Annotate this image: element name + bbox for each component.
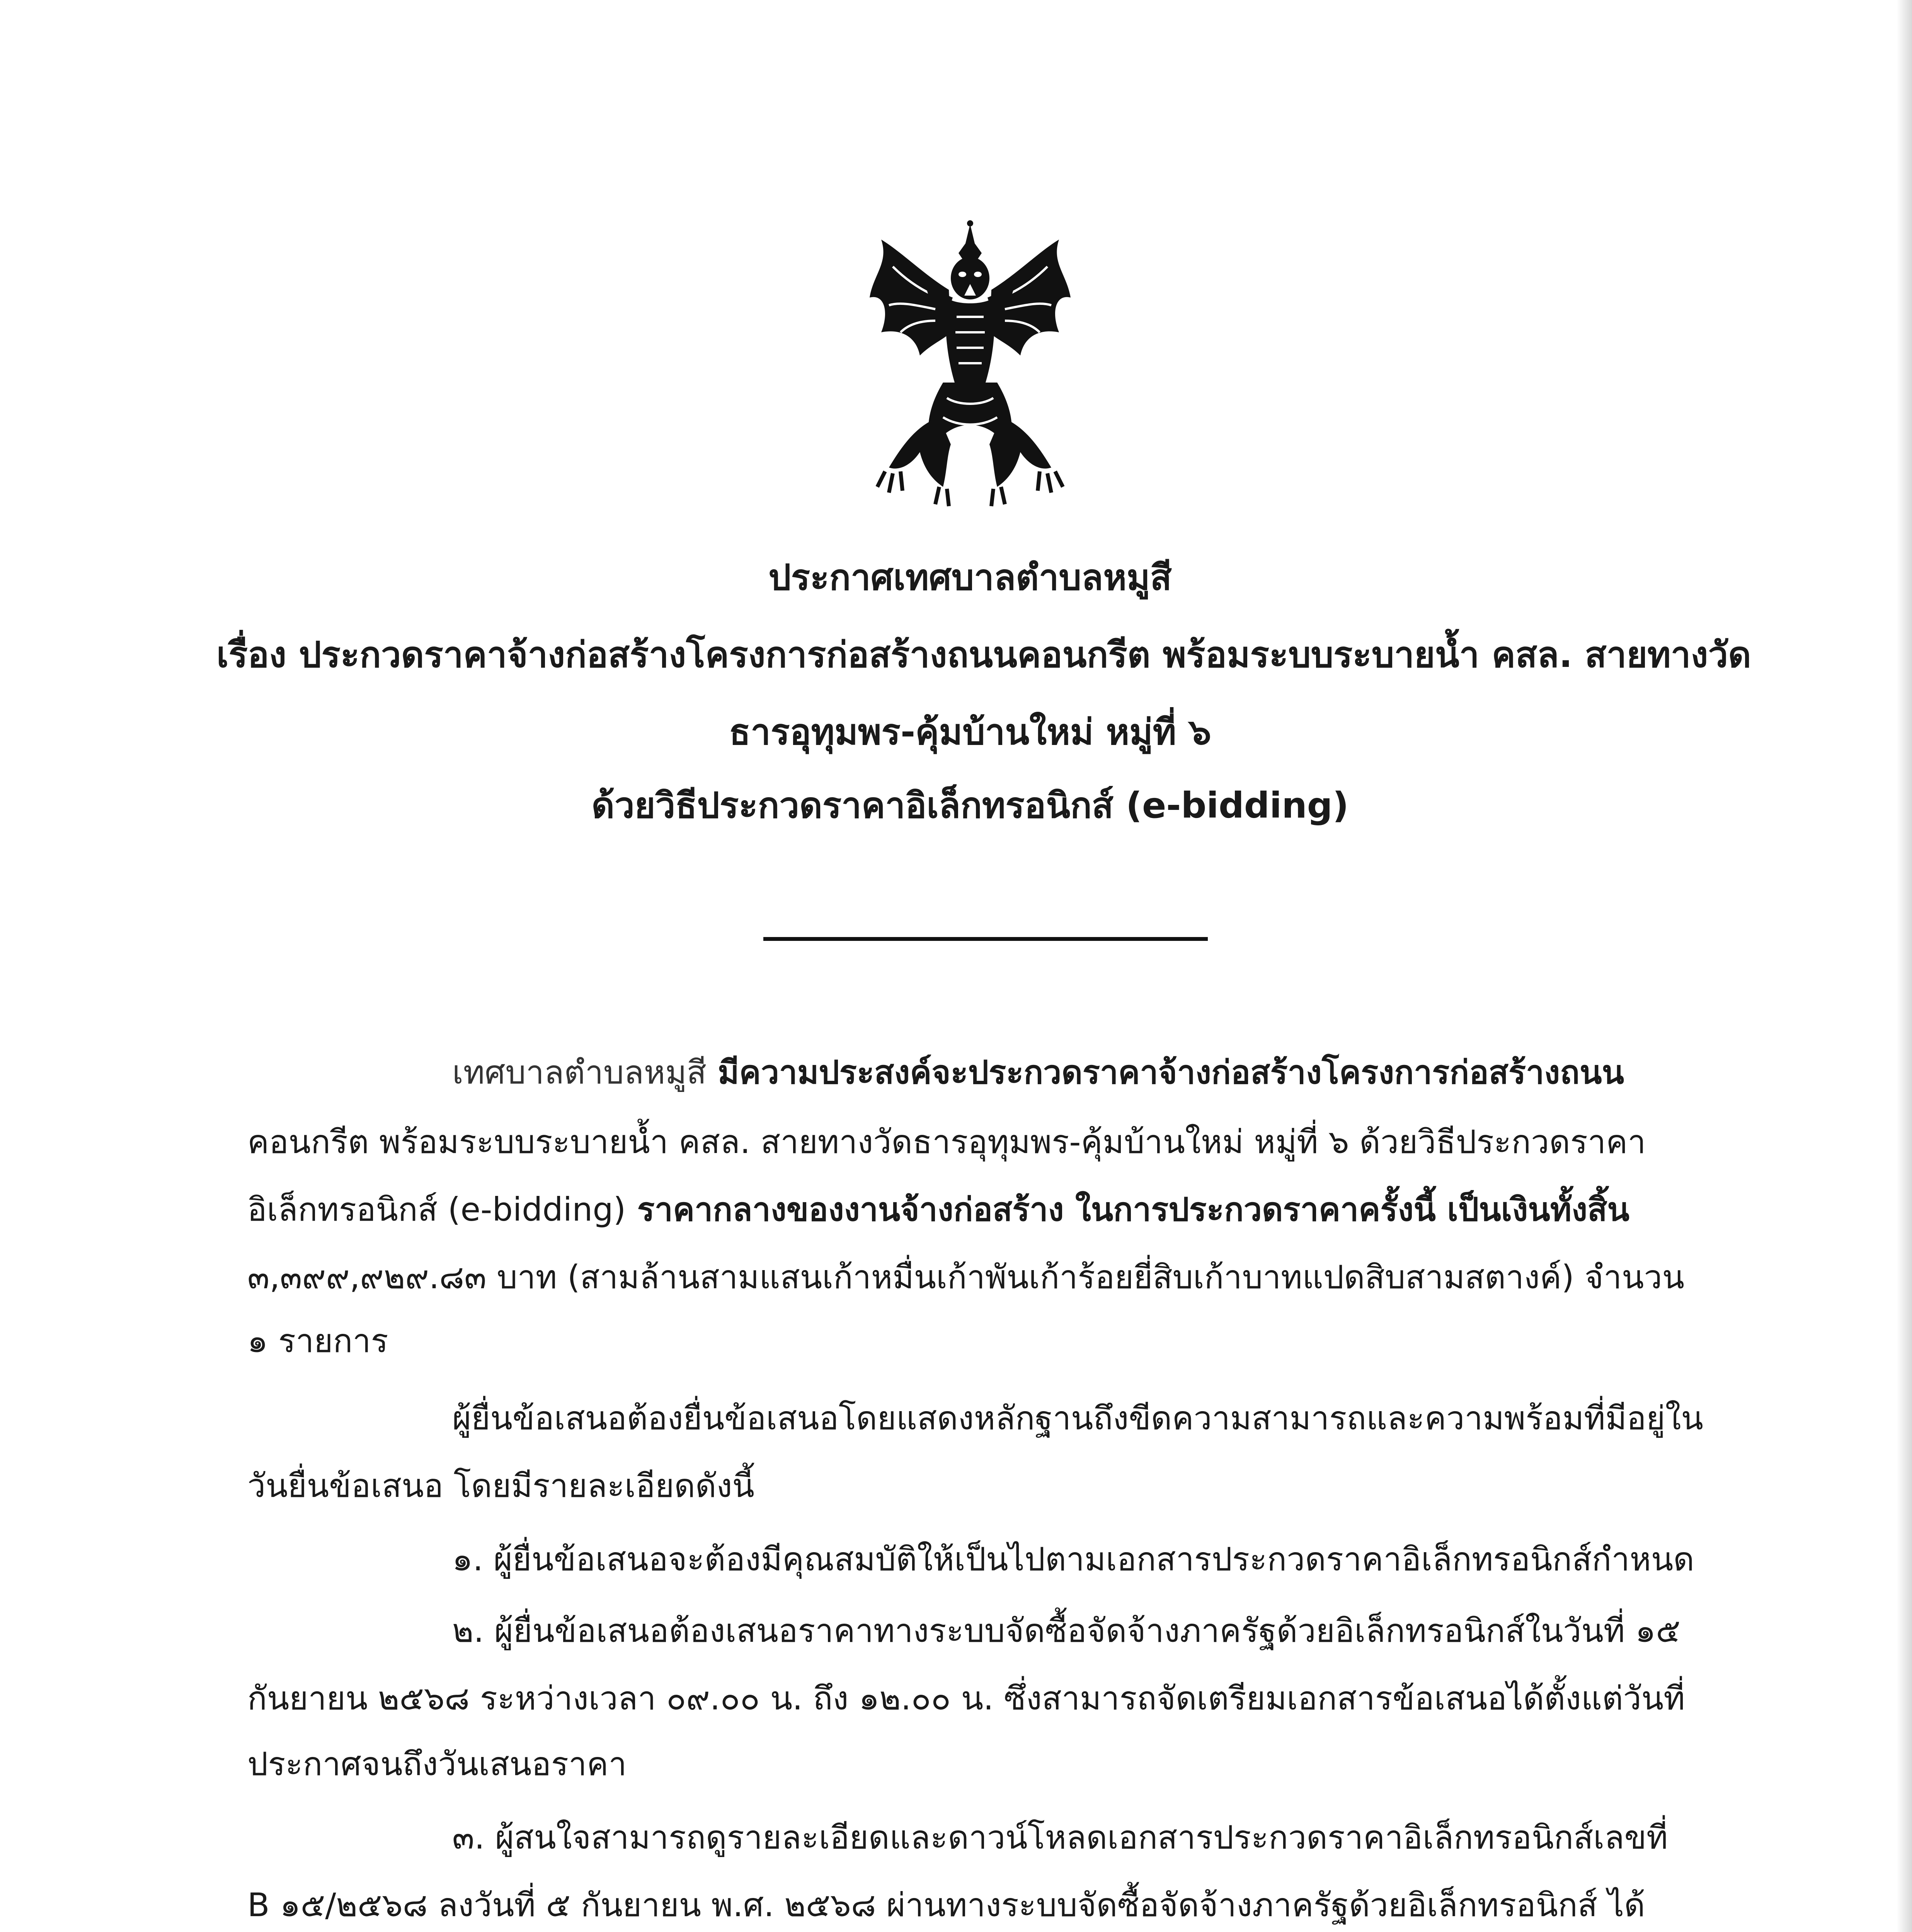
subject-line (216, 634, 1751, 676)
paragraph1-line2: คอนกรีต พร้อมระบบระบายน้ำ คสล. สายทางวัดธารอุทุมพร-คุ้มบ้านใหม่ หมู่ที่ ๖ ด้วยวิธีประกวดราคา (247, 1123, 1646, 1161)
subject-label: เรื่อง (216, 634, 287, 675)
price-amount: ๓,๓๙๙,๙๒๙.๘๓ (247, 1258, 487, 1296)
reference-price-text: ราคากลางของงานจ้างก่อสร้าง ในการประกวดราคาครั้งนี้ เป็นเงินทั้งสิ้น (626, 1190, 1629, 1228)
scan-edge-right (1897, 0, 1912, 1932)
item-2-line3: ประกาศจนถึงวันเสนอราคา (247, 1745, 627, 1783)
announcement-title: ประกาศเทศบาลตำบลหมูสี (768, 557, 1172, 598)
paragraph1-line1 (452, 1053, 1624, 1092)
heading-divider (763, 937, 1208, 941)
garuda-emblem-icon (866, 216, 1074, 510)
paragraph1-line1-rest: มีความประสงค์จะประกวดราคาจ้างก่อสร้างโครงการก่อสร้างถนน (706, 1053, 1624, 1091)
item-3-line1: ๓. ผู้สนใจสามารถดูรายละเอียดและดาวน์โหลดเอกสารประกวดราคาอิเล็กทรอนิกส์เลขที่ (452, 1818, 1668, 1856)
method-text: อิเล็กทรอนิกส์ (e-bidding) (247, 1190, 626, 1228)
paragraph2-line2: วันยื่นข้อเสนอ โดยมีรายละเอียดดังนี้ (247, 1467, 754, 1505)
subject-text-1: ประกวดราคาจ้างก่อสร้างโครงการก่อสร้างถนนคอนกรีต พร้อมระบบระบายน้ำ คสล. สายทางวัด (299, 634, 1751, 675)
item-2-line2: กันยายน ๒๕๖๘ ระหว่างเวลา ๐๙.๐๐ น. ถึง ๑๒.๐๐ น. ซึ่งสามารถจัดเตรียมเอกสารข้อเสนอได้ตั้งแต่วันที่ (247, 1679, 1685, 1717)
paragraph1-line4 (247, 1258, 1684, 1296)
item-1: ๑. ผู้ยื่นข้อเสนอจะต้องมีคุณสมบัติให้เป็นไปตามเอกสารประกวดราคาอิเล็กทรอนิกส์กำหนด (452, 1540, 1694, 1578)
subject-method: ด้วยวิธีประกวดราคาอิเล็กทรอนิกส์ (e-bidding) (591, 785, 1349, 826)
subject-text-2: ธารอุทุมพร-คุ้มบ้านใหม่ หมู่ที่ ๖ (729, 711, 1211, 753)
paragraph2-line1: ผู้ยื่นข้อเสนอต้องยื่นข้อเสนอโดยแสดงหลักฐานถึงขีดความสามารถและความพร้อมที่มีอยู่ใน (452, 1399, 1703, 1437)
item-3-line2: B ๑๕/๒๕๖๘ ลงวันที่ ๕ กันยายน พ.ศ. ๒๕๖๘ ผ่านทางระบบจัดซื้อจัดจ้างภาครัฐด้วยอิเล็กทรอนิกส์ ได้ (247, 1886, 1645, 1924)
paragraph1-line5: ๑ รายการ (247, 1322, 388, 1360)
item-2-line1: ๒. ผู้ยื่นข้อเสนอต้องเสนอราคาทางระบบจัดซื้อจัดจ้างภาครัฐด้วยอิเล็กทรอนิกส์ในวันที่ ๑๕ (452, 1612, 1680, 1650)
paragraph1-line3 (247, 1190, 1629, 1229)
org-name: เทศบาลตำบลหมูสี (452, 1053, 707, 1091)
price-in-words: บาท (สามล้านสามแสนเก้าหมื่นเก้าพันเก้าร้อยยี่สิบเก้าบาทแปดสิบสามสตางค์) จำนวน (486, 1258, 1685, 1296)
